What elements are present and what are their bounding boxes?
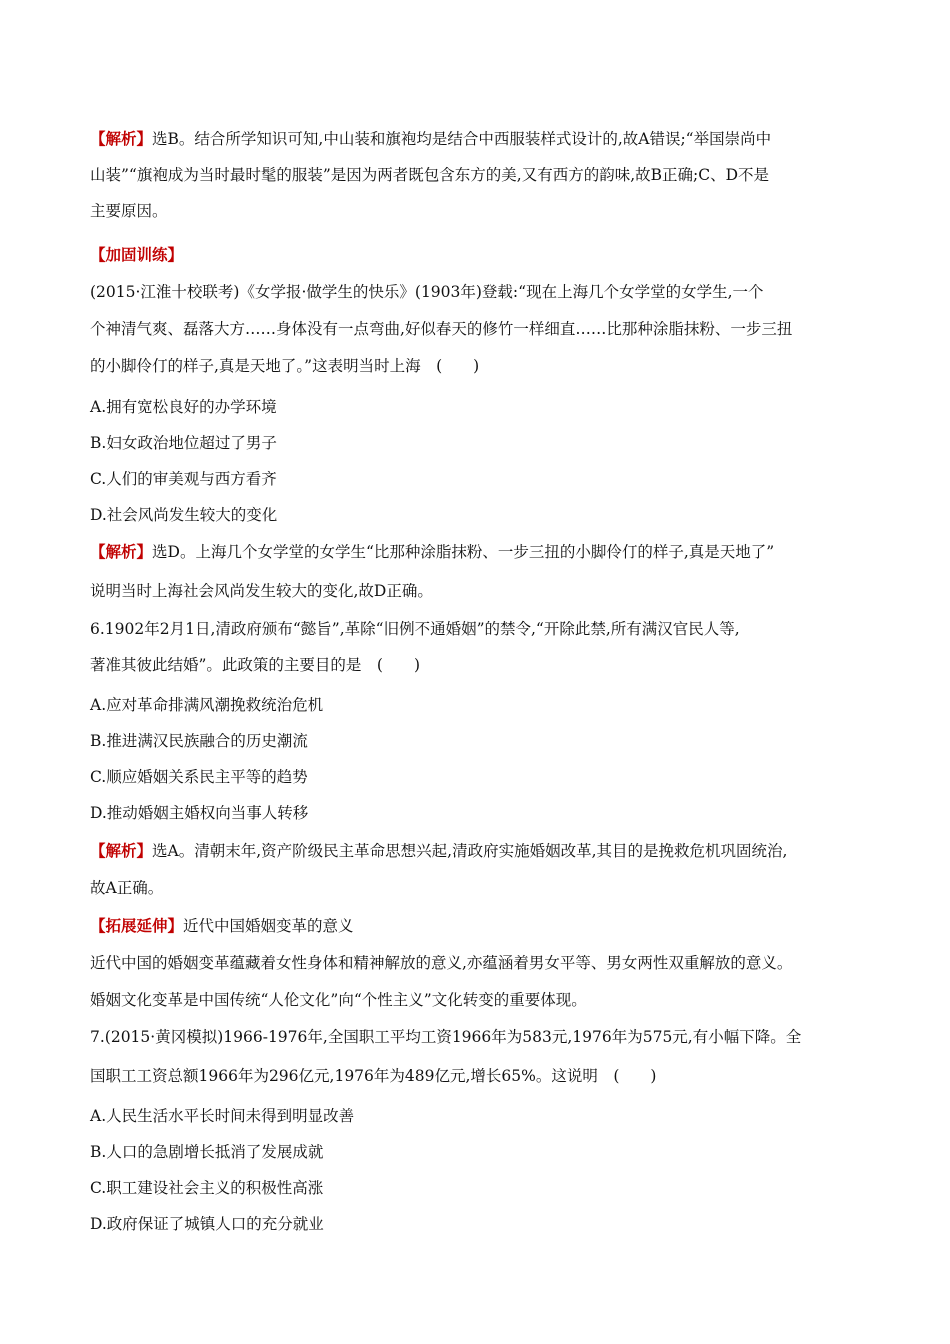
option-c: C.顺应婚姻关系民主平等的趋势 xyxy=(90,768,308,786)
explanation-d-line-2: 说明当时上海社会风尚发生较大的变化,故D正确。 xyxy=(90,582,433,600)
explanation-b-line-1: 【解析】选B。结合所学知识可知,中山装和旗袍均是结合中西服装样式设计的,故A错误;“举国崇尚中 xyxy=(90,129,772,148)
option-c: C.职工建设社会主义的积极性高涨 xyxy=(90,1179,324,1197)
question-7-line-2: 国职工工资总额1966年为296亿元,1976年为489亿元,增长65%。这说明 ( ) xyxy=(90,1067,657,1085)
explanation-tag: 【解析】 xyxy=(90,129,153,148)
explanation-b-line-3: 主要原因。 xyxy=(90,202,168,220)
option-c: C.人们的审美观与西方看齐 xyxy=(90,470,277,488)
question-6-line-2: 著准其彼此结婚”。此政策的主要目的是 ( ) xyxy=(90,656,421,674)
option-a: A.人民生活水平长时间未得到明显改善 xyxy=(90,1107,355,1125)
explanation-tag: 【解析】 xyxy=(90,542,153,561)
option-b: B.妇女政治地位超过了男子 xyxy=(90,434,277,452)
explanation-a-line-1: 【解析】选A。清朝末年,资产阶级民主革命思想兴起,清政府实施婚姻改革,其目的是挽救危机巩固统治, xyxy=(90,841,788,860)
extension-title: 近代中国婚姻变革的意义 xyxy=(183,917,354,935)
option-d: D.社会风尚发生较大的变化 xyxy=(90,506,278,524)
explanation-d-line-1: 【解析】选D。上海几个女学堂的女学生“比那种涂脂抹粉、一步三扭的小脚伶仃的样子,真是天地了” xyxy=(90,542,775,561)
option-b: B.人口的急剧增长抵消了发展成就 xyxy=(90,1143,324,1161)
question-training-line-1: (2015·江淮十校联考)《女学报·做学生的快乐》(1903年)登载:“现在上海几个女学堂的女学生,一个 xyxy=(90,283,764,301)
option-d: D.推动婚姻主婚权向当事人转移 xyxy=(90,804,309,822)
explanation-a-line-2: 故A正确。 xyxy=(90,879,164,897)
option-a: A.拥有宽松良好的办学环境 xyxy=(90,398,277,416)
question-6-line-1: 6.1902年2月1日,清政府颁布“懿旨”,革除“旧例不通婚姻”的禁令,“开除此禁,所有满汉官民人等, xyxy=(90,620,740,638)
option-b: B.推进满汉民族融合的历史潮流 xyxy=(90,732,308,750)
explanation-tag: 【解析】 xyxy=(90,841,153,860)
option-a: A.应对革命排满风潮挽救统治危机 xyxy=(90,696,324,714)
question-7-line-1: 7.(2015·黄冈模拟)1966-1976年,全国职工平均工资1966年为583元,1976年为575元,有小幅下降。全 xyxy=(90,1028,802,1046)
extension-line-1: 近代中国的婚姻变革蕴藏着女性身体和精神解放的意义,亦蕴涵着男女平等、男女两性双重解放的意义。 xyxy=(90,954,793,972)
explanation-b-line-2: 山装”“旗袍成为当时最时髦的服装”是因为两者既包含东方的美,又有西方的韵味,故B正确;C、D不是 xyxy=(90,166,770,184)
question-training-line-2: 个神清气爽、磊落大方……身体没有一点弯曲,好似春天的修竹一样细直……比那种涂脂抹粉、一步三扭 xyxy=(90,320,793,338)
option-d: D.政府保证了城镇人口的充分就业 xyxy=(90,1215,324,1233)
training-heading: 【加固训练】 xyxy=(90,245,184,264)
extension-tag: 【拓展延伸】 xyxy=(90,916,184,935)
extension-heading xyxy=(90,915,354,937)
extension-line-2: 婚姻文化变革是中国传统“人伦文化”向“个性主义”文化转变的重要体现。 xyxy=(90,991,587,1009)
question-training-line-3: 的小脚伶仃的样子,真是天地了。”这表明当时上海 ( ) xyxy=(90,357,480,375)
